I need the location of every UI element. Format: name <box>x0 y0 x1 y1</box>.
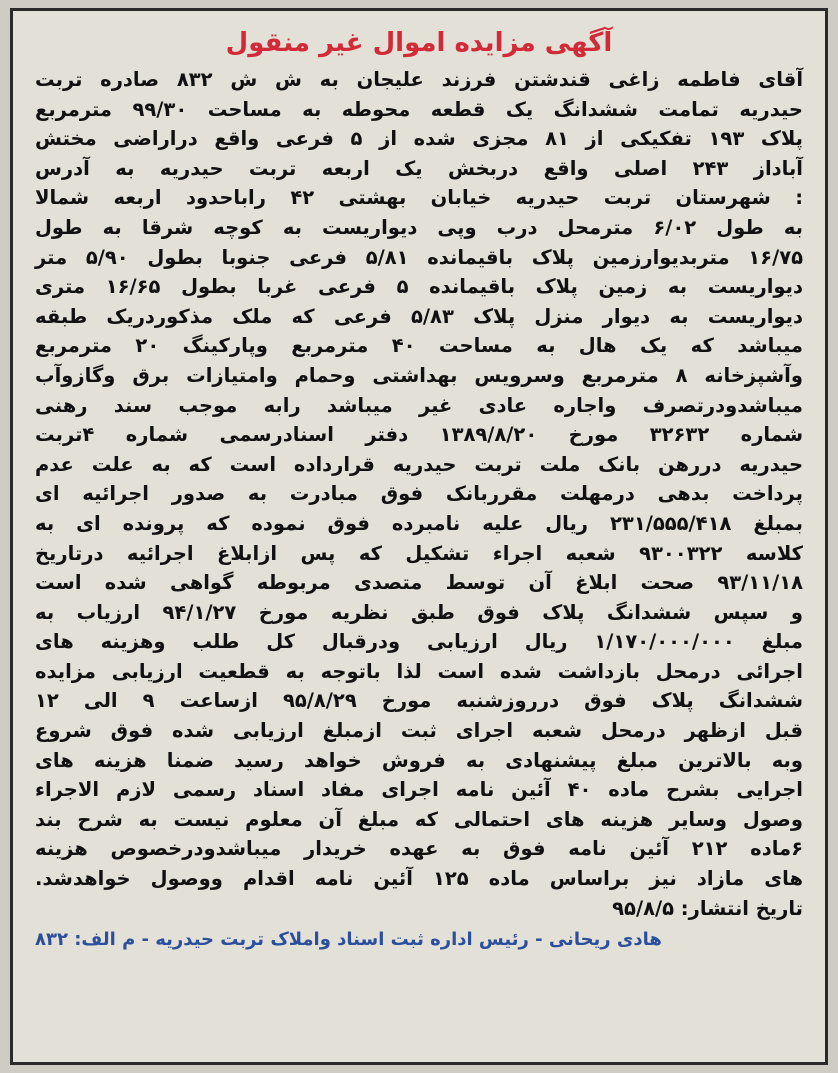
notice-line: اجرایی بشرح ماده ۴۰ آئین نامه اجرای مفاد اسناد رسمی لازم الاجراء <box>35 778 803 802</box>
notice-line: میباشدودرتصرف واجاره عادی غیر میباشد رابه موجب سند رهنی <box>35 393 803 417</box>
notice-line: های مازاد نیز براساس ماده ۱۲۵ آئین نامه اقدام ووصول خواهدشد. <box>35 867 803 891</box>
notice-line: : شهرستان تربت حیدریه خیابان بهشتی ۴۲ راباحدود اربعه شمالا <box>35 186 804 210</box>
notice-line: شماره ۳۲۶۳۲ مورخ ۱۳۸۹/۸/۲۰ دفتر اسنادرسمی شماره ۴تربت <box>35 423 803 447</box>
notice-line: بمبلغ ۲۳۱/۵۵۵/۴۱۸ ریال علیه نامبرده فوق نموده که پرونده ای به <box>35 511 803 535</box>
notice-line: آقای فاطمه زاغی قندشتن فرزند علیجان به ش ش ۸۳۲ صادره تربت <box>35 68 804 91</box>
notice-line: ۱۶/۷۵ متربدیوارزمین پلاک باقیمانده ۵/۸۱ فرعی جنوبا بطول ۵/۹۰ متر <box>35 245 804 269</box>
notice-line: قبل ازظهر درمحل شعبه اجرای ثبت ازمبلغ ارزیابی شده فوق شروع <box>35 719 803 743</box>
auction-notice <box>10 8 828 1065</box>
notice-line: آباداز ۲۴۳ اصلی واقع دربخش یک اربعه تربت حیدریه به آدرس <box>35 156 803 180</box>
notice-line: وبه بالاترین مبلغ پیشنهادی به فروش خواهد رسید ضمنا هزینه های <box>35 748 803 772</box>
notice-signature: هادی ریحانی - رئیس اداره ثبت اسناد واملاک تربت حیدریه - م الف: ۸۳۲ <box>35 929 662 951</box>
notice-line: ششدانگ پلاک فوق درروزشنبه مورخ ۹۵/۸/۲۹ ازساعت ۹ الی ۱۲ <box>35 689 804 713</box>
notice-line: اجرائی درمحل بازداشت شده است لذا باتوجه به قطعیت ارزیابی مزایده <box>35 659 803 683</box>
notice-line: پلاک ۱۹۳ تفکیکی از ۸۱ مجزی شده از ۵ فرعی واقع دراراضی مختش <box>35 127 803 151</box>
notice-line: دیواریست به دیوار منزل پلاک ۵/۸۳ فرعی که ملک مذکوردریک طبقه <box>35 304 803 328</box>
notice-title: آگهی مزایده اموال غیر منقول <box>225 28 613 58</box>
notice-line: حیدریه دررهن بانک ملت تربت حیدریه قرارداده است که به علت عدم <box>35 452 803 476</box>
notice-line: به طول ۶/۰۲ مترمحل درب وپی دیواریست به کوچه شرقا به طول <box>35 215 803 239</box>
notice-line: وآشپزخانه ۸ مترمربع وسرویس بهداشتی وحمام وامتیازات برق وگازوآب <box>35 363 803 387</box>
notice-line: وصول وسایر هزینه های احتمالی که مبلغ آن معلوم نیست به شرح بند <box>35 807 803 831</box>
notice-line: ۶ماده ۲۱۲ آئین نامه فوق به عهده خریدار میباشدودرخصوص هزینه <box>35 837 804 861</box>
notice-line: پرداخت بدهی درمهلت مقرربانک فوق مبادرت به صدور اجرائیه ای <box>35 482 803 506</box>
notice-body <box>35 65 803 923</box>
notice-line: مبلغ ۱/۱۷۰/۰۰۰/۰۰۰ ریال ارزیابی ودرقبال کل طلب وهزینه های <box>35 630 803 654</box>
publication-date: تاریخ انتشار: ۹۵/۸/۵ <box>612 896 803 920</box>
notice-line: ۹۳/۱۱/۱۸ صحت ابلاغ آن توسط متصدی مربوطه گواهی شده است <box>35 571 803 595</box>
notice-line: حیدریه تمامت ششدانگ یک قطعه محوطه به مساحت ۹۹/۳۰ مترمربع <box>35 97 803 121</box>
notice-line: میباشد که یک هال به مساحت ۴۰ مترمربع وپارکینگ ۲۰ مترمربع <box>35 334 803 358</box>
notice-line: کلاسه ۹۳۰۰۳۲۲ شعبه اجراء تشکیل که پس ازابلاغ اجرائیه درتاریخ <box>35 541 804 565</box>
notice-line: و سپس ششدانگ پلاک فوق طبق نظریه مورخ ۹۴/۱/۲۷ ارزیاب به <box>35 600 803 624</box>
notice-line: دیواریست به زمین پلاک باقیمانده ۵ فرعی غربا بطول ۱۶/۶۵ متری <box>35 275 803 299</box>
